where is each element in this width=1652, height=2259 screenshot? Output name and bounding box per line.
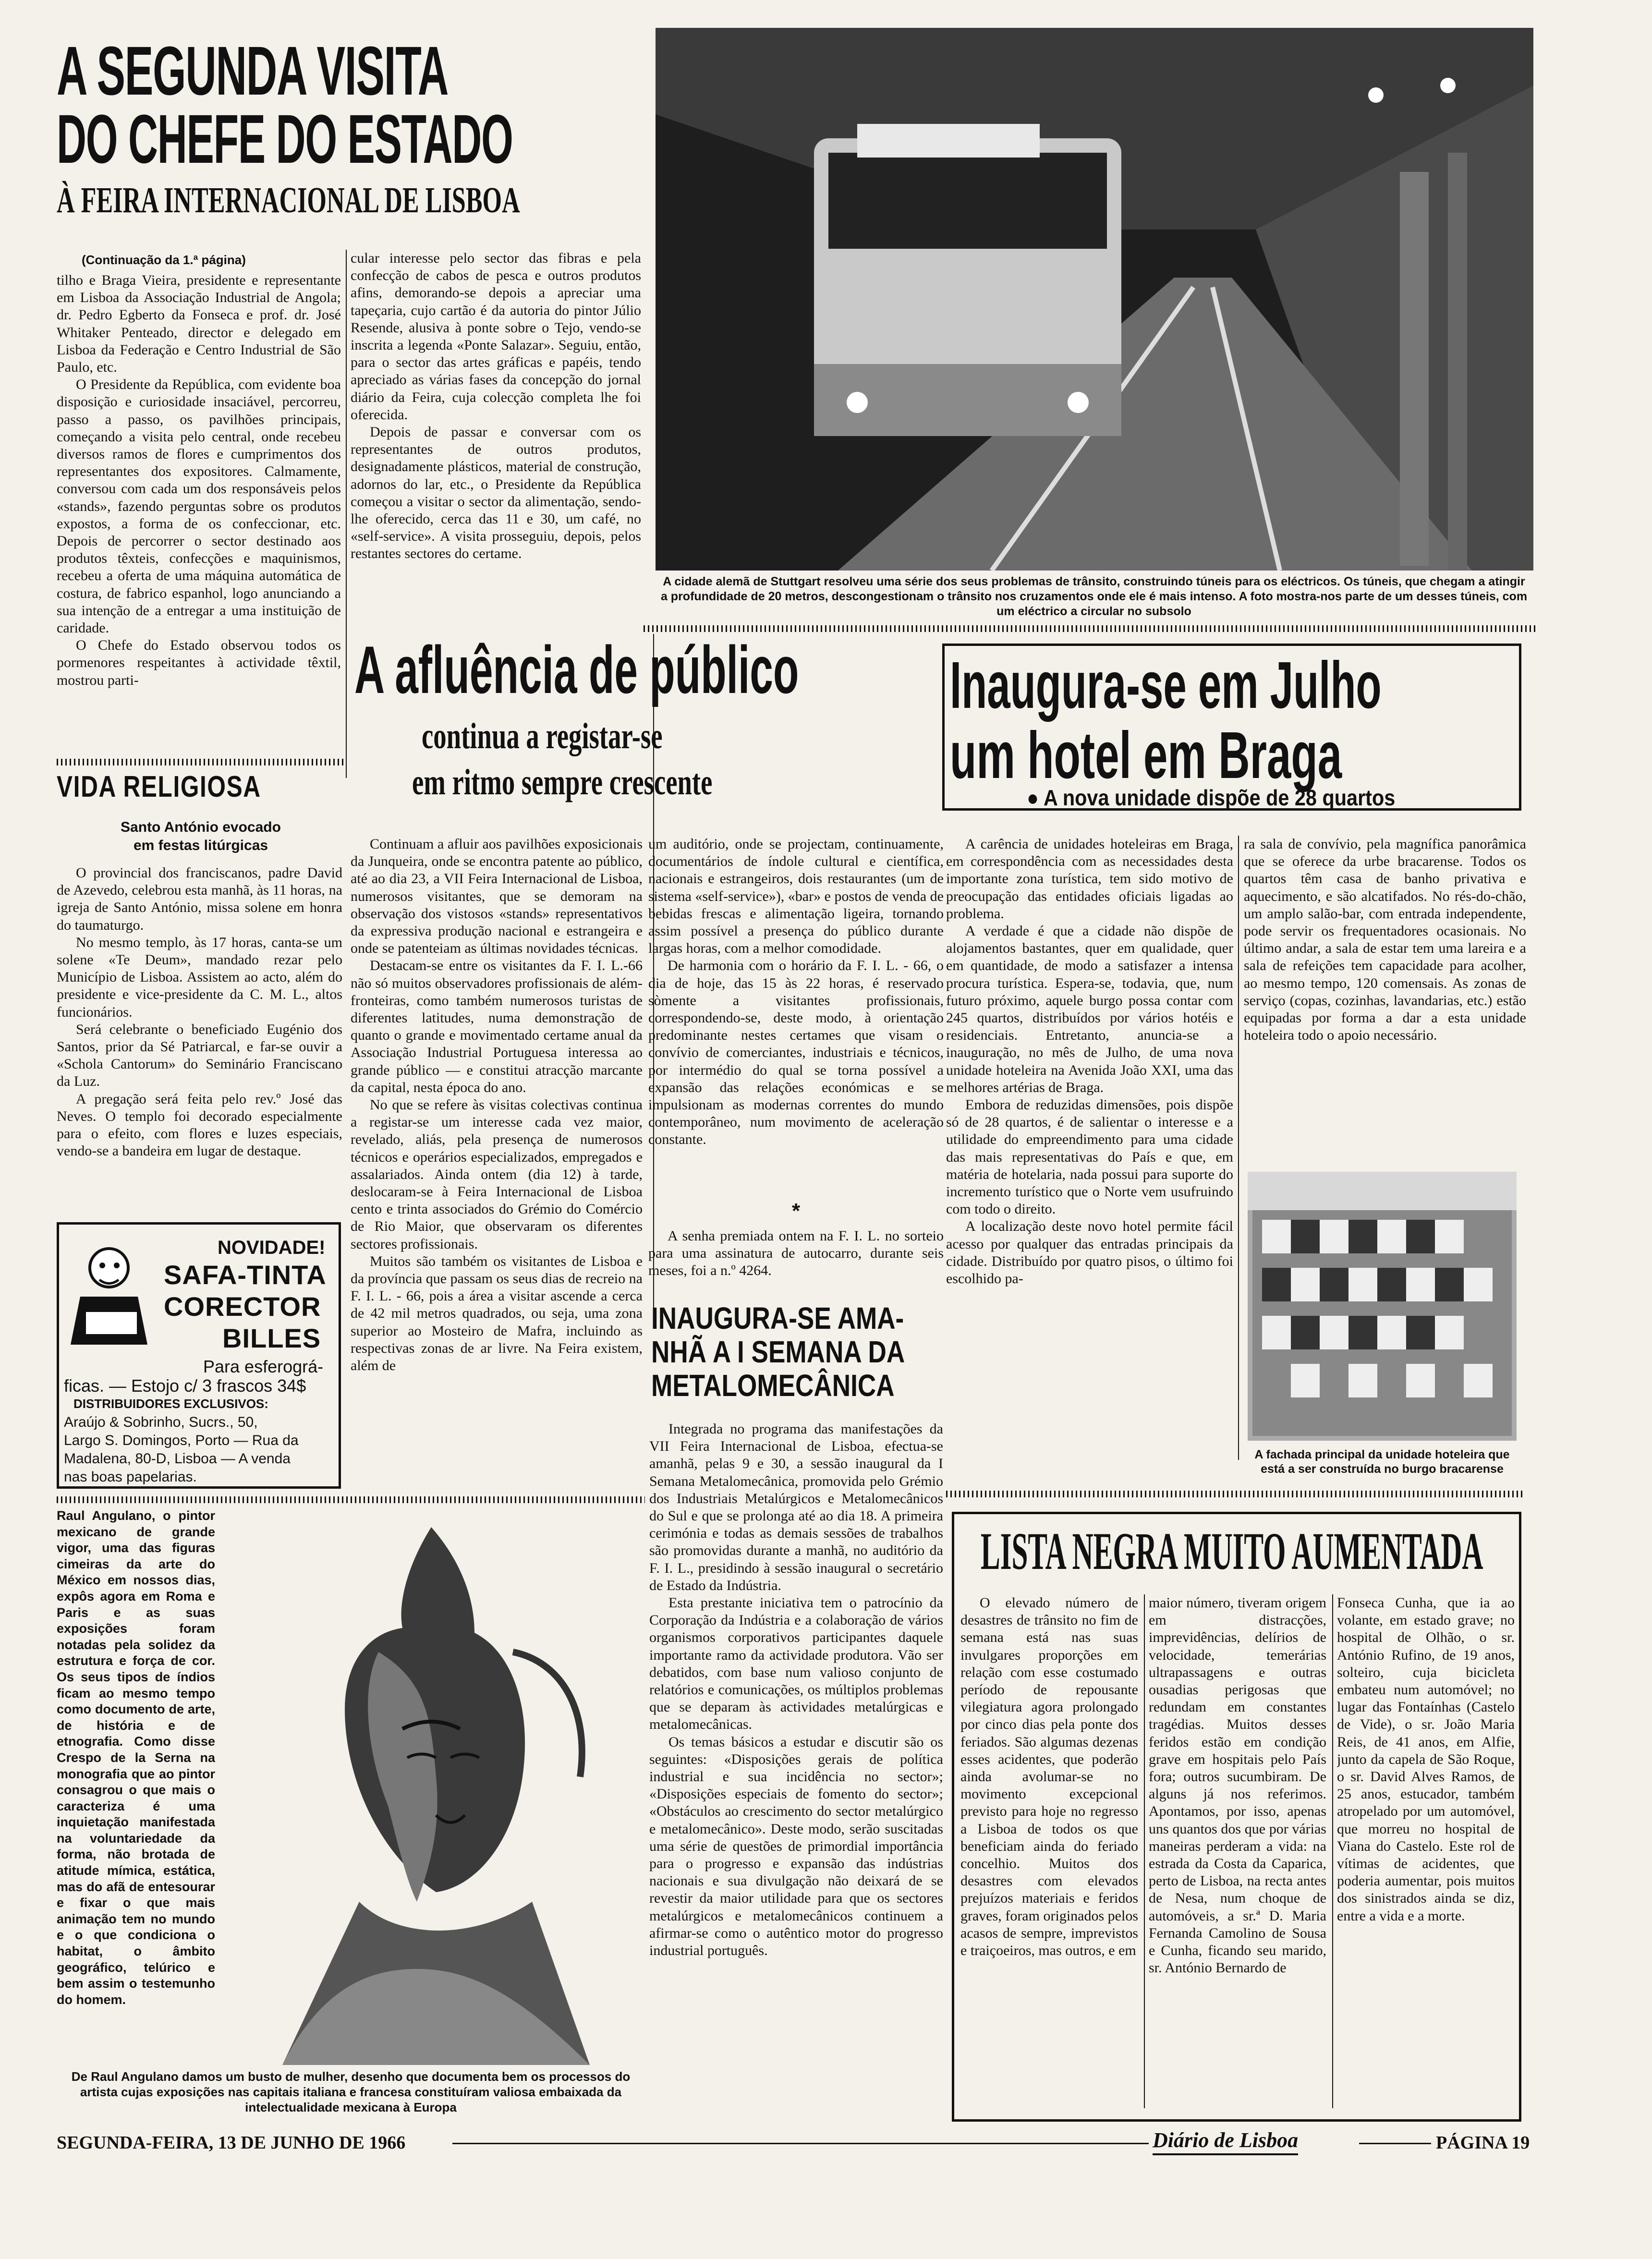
afluencia-para: No que se refere às visitas colectivas continua a registar-se um interesse cada vez maior, revelado, aliás, pela presença de numerosos técnicos e operários especializados, empregados e assalariados. Ainda ontem (dia 12) à tarde, deslocaram-se à Feira Internacional de Lisboa cento e trinta associados do Grémio do Comércio de Rio Maior, que observaram os diferentes sectores profissionais. [351,1097,643,1252]
ad-line-11: nas boas papelarias. [64,1469,197,1485]
ad-line-8: Araújo & Sobrinho, Sucrs., 50, [64,1414,258,1430]
lista-para: maior número, tiveram origem em distracções, imprevidências, delírios de velocidade, temerárias ultrapassagens e outras ousadias perigosas que redundam em constantes tragédias. Muitos desses feridos estão em condição grave em hospitais pelo País fora; outros sucumbiram. De alguns já nos referimos. Apontamos, por isso, apenas uns quantos dos que por várias maneiras perderam a vida: na estrada da Costa da Caparica, perto de Lisboa, na recta antes de Nesa, num choque de automóveis, a sr.ª D. Maria Fernanda Camolino de Sousa e Cunha, ficando seu marido, sr. António Bernardo de [1149,1595,1326,1976]
feira-para: tilho e Braga Vieira, presidente e representante em Lisboa da Associação Industrial de Angola; dr. Pedro Egberto da Fonseca e prof. dr. José Whitaker Penteado, director e delegado em Lisboa da Federação e Centro Industrial de São Paulo, etc. [57,272,341,376]
feira-column-1 [57,272,341,757]
footer-page-number: PÁGINA 19 [1436,2133,1530,2153]
ad-line-5: Para esferográ- [203,1357,324,1376]
ad-line-1: NOVIDADE! [218,1237,326,1258]
metalo-title-3: METALOMECÂNICA [651,1368,895,1403]
angulano-caption: De Raul Angulano damos um busto de mulher, desenho que documenta bem os processos do artista cujas exposições nas capitais italiana e francesa constituíram valiosa embaixada da intelectualidade mexicana à Europa [71,2069,631,2114]
hotel-photo-caption: A fachada principal da unidade hoteleira que está a ser construída no burgo bracarense [1254,1448,1510,1476]
divider [946,1491,1522,1497]
lista-para: Fonseca Cunha, que ia ao volante, em estado grave; no hospital de Olhão, o sr. António Rufino, de 19 anos, solteiro, cuja bicicleta embateu num automóvel; no lugar das Fontaínhas (Castelo de Vide), o sr. João Maria Reis, de 41 anos, em Alfie, junto da capela de São Roque, o sr. David Alves Ramos, de 25 anos, estucador, também atropelado por um automóvel, que morreu no hospital de Viana do Castelo. Este rol de vítimas de acidentes, que poderia aumentar, pois muitos dos sinistrados ainda se diz, entre a vida e a morte. [1337,1595,1515,1924]
vida-para: O provincial dos franciscanos, padre David de Azevedo, celebrou esta manhã, às 11 horas, na igreja de Santo António, missa solene em honra do taumaturgo. [57,865,342,933]
woman-bust-drawing-image [225,1508,643,2065]
feira-title-3: À FEIRA INTERNACIONAL DE LISBOA [57,180,520,220]
ad-line-6: ficas. — Estojo c/ 3 frascos 34$ [64,1376,306,1396]
feira-para: cular interesse pelo sector das fibras e pela confecção de cabos de pesca e outros produtos afins, demorando-se depois a apreciar uma tapeçaria, cujo cartão é da autoria do pintor Júlio Resende, alusiva à ponte sobre o Tejo, vendo-se inscrita a legenda «Ponte Salazar». Seguiu, então, para o sector das artes gráficas e papéis, tendo apreciado as várias fases da concepção do jornal diário da Feira, cuja colecção completa lhe foi oferecida. [351,250,641,423]
hotel-para: ra sala de convívio, pela magnífica panorâmica que se oferece da urbe bracarense. Todos os quartos têm casa de banho privativa e aquecimento, e são alcatifados. No rés-do-chão, um amplo salão-bar, com entrada independente, pode servir os frequentadores ocasionais. No último andar, a sala de estar tem uma lareira e a sala de refeições tem capacidade para acolher, ao mesmo tempo, 120 comensais. As zonas de serviço (copas, cozinhas, lavandarias, etc.) estão equipadas por forma a dar a esta unidade hoteleira todo o apoio necessário. [1244,836,1526,1044]
safa-tinta-ad [57,1222,341,1489]
afluencia-column-2 [648,836,944,1239]
hotel-photo [1248,1172,1517,1441]
footer-date: SEGUNDA-FEIRA, 13 DE JUNHO DE 1966 [57,2133,406,2153]
metalo-para: Esta prestante iniciativa tem o patrocínio da Corporação da Indústria e a colaboração de vários organismos corporativos participantes daquele importante ramo da actividade produtora. Vão ser debatidos, com base num valioso conjunto de relatórios e comunicações, os múltiplos problemas que se deparam às actividades metalúrgicas e metalomecânicas. [649,1595,943,1733]
afluencia-sub-2: em ritmo sempre crescente [412,762,713,802]
vida-header: VIDA RELIGIOSA [57,770,261,803]
vida-subhead-1: Santo António evocado [121,819,281,835]
afluencia-para: A senha premiada ontem na F. I. L. no sorteio para uma assinatura de autocarro, durante seis meses, foi a n.º 4264. [648,1228,944,1279]
feira-title-2: DO CHEFE DO ESTADO [57,100,513,178]
hotel-column-2 [1244,836,1526,1172]
ad-line-3: CORECTOR [164,1291,321,1322]
divider [57,1496,645,1503]
vida-para: No mesmo templo, às 17 horas, canta-se um solene «Te Deum», mandado rezar pelo Município de Lisboa. Assistem ao acto, além do presidente e vice-presidente da C. M. L., altos funcionários. [57,934,342,1020]
ad-line-7: DISTRIBUIDORES EXCLUSIVOS: [73,1397,268,1411]
footer-paper-name: Diário de Lisboa [1153,2127,1298,2155]
afluencia-para: Destacam-se entre os visitantes da F. I. L.-66 não só muitos observadores profissionais de além-fronteiras, como também numerosos turistas de diferentes latitudes, numa demonstração de quanto o grande e movimentado certame anual da Associação Industrial Portuguesa interessa ao grande público — e constitui atracção marcante da capital, nesta época do ano. [351,958,643,1095]
hotel-para: A carência de unidades hoteleiras em Braga, em correspondência com as necessidades desta importante zona turística, tem sido motivo de preocupação das entidades oficiais ligadas ao problema. [946,836,1233,922]
divider [57,759,345,765]
hotel-title-1: Inaugura-se em Julho [950,648,1382,722]
metalo-title-2: NHÃ A I SEMANA DA [651,1335,905,1369]
afluencia-para: Continuam a afluir aos pavilhões exposicionais da Junqueira, onde se encontra patente ao público, até ao dia 23, a VII Feira Internacional de Lisboa, numerosos visitantes, que se demoram na observação dos vistosos «stands» representativos da expressiva produção nacional e estrangeira e onde se patenteiam as últimas novidades técnicas. [351,836,643,957]
hotel-para: A localização deste novo hotel permite fácil acesso por qualquer das entradas principais da cidade. Distribuído por quatro pisos, o último foi escolhido pa- [946,1218,1233,1287]
angulano-block [57,1508,645,2075]
lista-column-1 [960,1594,1138,2113]
hotel-title-2: um hotel em Braga [950,718,1342,792]
feira-para: Depois de passar e conversar com os representantes de outros produtos, designadamente plásticos, material de construção, adornos do lar, etc., o Presidente da República começou a visitar o sector da alimentação, sendo-lhe oferecido, cerca das 11 e 30, um café, no «self-service». A visita prosseguiu, depois, pelos restantes sectores do certame. [351,424,641,562]
metalo-para: Os temas básicos a estudar e discutir são os seguintes: «Disposições gerais de política industrial e sua incidência no sector»; «Disposições especiais de fomento do sector»; «Obstáculos ao crescimento do sector metalúrgico e metalomecânico». Deste modo, serão suscitadas uma série de questões de primordial importância para o progresso e expansão das indústrias nacionais e sua divulgação não deixará de se revestir da maior utilidade para que os sectores metalúrgicos e metalomecânicos continuem a afirmar-se como o autêntico motor do progresso industrial português. [649,1734,943,1959]
vida-para: A pregação será feita pelo rev.º José das Neves. O templo foi decorado especialmente para o efeito, com flores e luzes especiais, vendo-se a bandeira em lugar de destaque. [57,1091,342,1159]
lista-column-3 [1337,1594,1515,2113]
hotel-sub: ● A nova unidade dispõe de 28 quartos [1027,785,1396,810]
vida-body [57,864,342,1217]
hotel-column-1 [946,836,1233,1460]
hotel-para: Embora de reduzidas dimensões, pois dispõe só de 28 quartos, é de salientar o interesse e a utilidade do empreendimento para uma cidade das mais representativas do País e que, em matéria de hotelaria, nada possui para suporte do incremento turístico que o Norte vem usufruindo com todo o direito. [946,1097,1233,1217]
vida-subhead-2: em festas litúrgicas [133,838,268,853]
afluencia-star: * [791,1199,801,1223]
feira-para: O Chefe do Estado observou todos os pormenores respeitantes à actividade têxtil, mostrou parti- [57,637,341,688]
metalo-title-1: INAUGURA-SE AMA- [651,1301,904,1336]
afluencia-title: A afluência de público [354,632,799,707]
ad-line-9: Largo S. Domingos, Porto — Rua da [64,1433,299,1448]
afluencia-para: um auditório, onde se projectam, continuamente, documentários de índole cultural e científica, nacionais e estrangeiros, dois restaurantes (um de sistema «self-service»), «bar» e postos de venda de bebidas frescas e alimentação ligeira, tornando assim possível a presença do público durante largas horas, com a melhor comodidade. [648,836,944,957]
metro-photo [656,28,1533,571]
ad-line-2: SAFA-TINTA [164,1260,327,1290]
metro-photo-caption: A cidade alemã de Stuttgart resolveu uma série dos seus problemas de trânsito, construindo túneis para os eléctricos. Os túneis, que chegam a atingir a profundidade de 20 metros, descongestionam o trânsito nos cruzamentos onde ele é mais intenso. A foto mostra-nos parte de um desses túneis, com um eléctrico a circular no subsolo [660,575,1528,618]
afluencia-sub-1: continua a registar-se [422,716,663,756]
metalo-body [649,1421,943,2078]
lista-para: O elevado número de desastres de trânsito no fim de semana está nas suas invulgares proporções em relação com esse costumado período de repousante vilegiatura agora prolongado por cinco dias pela ponte dos feriados. São algumas dezenas esses acidentes, que poderão ainda avolumar-se no movimento excepcional previsto para hoje no regresso a Lisboa de todos os que beneficiam ainda do feriado concelhio. Muitos dos desastres com elevados prejuízos materiais e feridos graves, foram originados pelos acasos de sempre, imprevistos e traiçoeiros, mas outros, e em [960,1595,1138,1959]
metro-tunnel-image [656,28,1533,571]
divider [644,625,1537,632]
afluencia-column-1 [351,836,643,1431]
ad-line-10: Madalena, 80-D, Lisboa — A venda [64,1451,291,1467]
feira-para: O Presidente da República, com evidente boa disposição e curiosidade insaciável, percorreu, passo a passo, os pavilhões principais, começando a visita pelo central, onde recebeu diversos ramos de flores e cumprimentos dos representantes dos expositores. Calmamente, conversou com cada um dos responsáveis pelos «stands», fazendo perguntas sobre os produtos expostos, a forma de os confeccionar, etc. Depois de percorrer o sector destinado aos produtos têxteis, confecções e maquinismos, recebeu a oferta de uma máquina automática de costura, de fabrico espanhol, logo anunciando a sua intenção de a entregar a uma instituição de caridade. [57,376,341,636]
afluencia-para: De harmonia com o horário da F. I. L. - 66, o dia de hoje, das 15 às 22 horas, é reservado sòmente a visitantes profissionais, correspondendo-se, deste modo, à orientação predominante nestes certames que visam o convívio de comerciantes, industriais e técnicos, por intermédio do qual se torna possível a expansão das relações económicas e se impulsionam as modernas correntes do mundo contemporâneo, num movimento de aceleração constante. [648,958,944,1148]
lista-column-2 [1149,1594,1326,2113]
feira-column-2 [351,250,641,615]
feira-continuation: (Continuação da 1.ª página) [82,253,246,267]
ad-line-4: BILLES [222,1323,321,1353]
vida-para: Será celebrante o beneficiado Eugénio dos Santos, prior da Sé Patriarcal, e far-se ouvir a «Schola Cantorum» do Seminário Franciscano da Luz. [57,1021,342,1090]
feira-title-1: A SEGUNDA VISITA [57,32,449,109]
afluencia-senha [648,1227,944,1285]
lista-title: LISTA NEGRA MUITO AUMENTADA [981,1522,1483,1580]
metalo-para: Integrada no programa das manifestações da VII Feira Internacional de Lisboa, efectua-se amanhã, pelas 9 e 30, a sessão inaugural da I Semana Metalomecânica, promovida pelo Grémio dos Industriais Metalúrgicos e Metalomecânicos do Sul e que se prolonga até ao dia 18. A primeira cerimónia e todas as demais sessões de trabalhos são promovidas durante a manhã, no auditório da F. I. L., presidindo à sessão inaugural o secretário de Estado da Indústria. [649,1421,943,1593]
man-writing-illustration-icon [71,1239,152,1349]
angulano-text: Raul Angulano, o pintor mexicano de grande vigor, uma das figuras cimeiras da arte do México em nossos dias, expôs agora em Roma e Paris e as suas exposições foram notadas pela solidez da estrutura e força de cor. Os seus tipos de índios ficam ao mesmo tempo como documento de arte, de história e de etnografia. Como disse Crespo de la Serna na monografia que ao pintor consagrou o que mais o caracteriza é uma inquietação manifestada na voluntariedade da forma, não brotada de atitude mímica, estática, mas do afã de entesourar e fixar o que mais animação tem no mundo e o que condiciona o habitat, o âmbito geográfico, telúrico e bem assim o testemunho do homem. [57,1508,215,2007]
afluencia-para: Muitos são também os visitantes de Lisboa e da província que passam os seus dias de recreio na F. I. L. - 66, pois a área a visitar ascende a cerca de 42 mil metros quadrados, ou seja, uma zona superior ao Mosteiro de Mafra, incluindo as respectivas zonas de ar livre. Na Feira existem, além de [351,1253,643,1374]
hotel-para: A verdade é que a cidade não dispõe de alojamentos bastantes, quer em qualidade, quer em quantidade, de modo a satisfazer a intensa procura turística. Espera-se, todavia, que, num futuro próximo, aquele burgo possa contar com 245 quartos, distribuídos por vários hotéis e residenciais. Entretanto, anuncia-se a inauguração, no mês de Julho, de uma nova unidade hoteleira na Avenida João XXI, uma das melhores artérias de Braga. [946,923,1233,1095]
hotel-facade-image [1248,1172,1517,1441]
